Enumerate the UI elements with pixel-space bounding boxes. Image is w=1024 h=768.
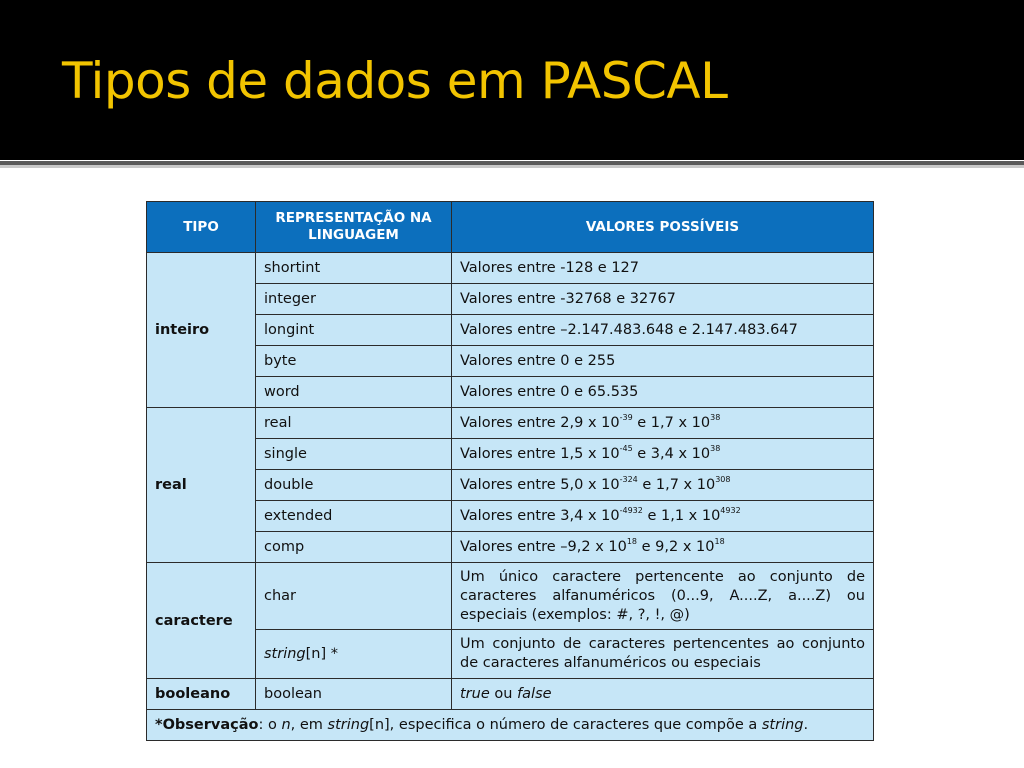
val-text: e 1,7 x 10 (637, 477, 716, 493)
observation-row (147, 710, 874, 741)
table-row (147, 284, 874, 315)
header-divider-light (0, 165, 1024, 168)
pascal-types-table (146, 201, 874, 741)
val-extended (452, 501, 874, 532)
group-caractere: caractere (147, 563, 256, 679)
table-header-row (147, 202, 874, 253)
val-boolean (452, 679, 874, 710)
rep-string-rest: [n] * (305, 646, 338, 662)
rep-string-italic: string (264, 646, 306, 662)
val-text: Valores entre 2,9 x 10 (460, 415, 620, 431)
val-exp: -4932 (619, 506, 643, 515)
val-ou: ou (489, 686, 518, 702)
table-row (147, 439, 874, 470)
obs-n: n (281, 717, 291, 733)
val-exp: 18 (714, 537, 725, 546)
val-exp: 38 (710, 444, 721, 453)
val-single (452, 439, 874, 470)
header-tipo: TIPO (147, 202, 256, 253)
obs-text: : o (258, 717, 282, 733)
val-text: e 1,7 x 10 (632, 415, 711, 431)
val-exp: 18 (626, 537, 638, 546)
observation-cell (147, 710, 874, 741)
table-row (147, 377, 874, 408)
table-row (147, 315, 874, 346)
rep-char: char (256, 563, 452, 630)
val-comp (452, 532, 874, 563)
obs-text: . (803, 717, 809, 733)
table-row (147, 470, 874, 501)
table-row (147, 253, 874, 284)
val-string: Um conjunto de caracteres pertencentes ao conjunto de caracteres alfanuméricos ou especiais (452, 630, 874, 679)
obs-text: , em (290, 717, 328, 733)
table-row (147, 532, 874, 563)
val-word: Valores entre 0 e 65.535 (452, 377, 874, 408)
rep-word: word (256, 377, 452, 408)
rep-longint: longint (256, 315, 452, 346)
group-inteiro: inteiro (147, 253, 256, 408)
val-shortint: Valores entre -128 e 127 (452, 253, 874, 284)
table-row (147, 501, 874, 532)
val-exp: -324 (619, 475, 638, 484)
val-text: Valores entre 5,0 x 10 (460, 477, 620, 493)
rep-byte: byte (256, 346, 452, 377)
obs-string: string (761, 717, 804, 733)
rep-double: double (256, 470, 452, 501)
val-exp: -45 (619, 444, 633, 453)
rep-comp: comp (256, 532, 452, 563)
table-row (147, 563, 874, 630)
table-row (147, 346, 874, 377)
val-real (452, 408, 874, 439)
val-char: Um único caractere pertencente ao conjunto de caracteres alfanuméricos (0...9, A....Z, a....Z) ou especiais (exemplos: #, ?, !, @) (452, 563, 874, 630)
val-exp: 4932 (720, 506, 741, 515)
obs-string: string (327, 717, 370, 733)
val-integer: Valores entre -32768 e 32767 (452, 284, 874, 315)
table-row (147, 408, 874, 439)
val-longint: Valores entre –2.147.483.648 e 2.147.483.647 (452, 315, 874, 346)
rep-string (256, 630, 452, 679)
header-representacao: REPRESENTAÇÃO NA LINGUAGEM (256, 202, 452, 253)
val-false: false (517, 686, 552, 702)
rep-integer: integer (256, 284, 452, 315)
val-text: Valores entre 1,5 x 10 (460, 446, 620, 462)
val-exp: 38 (710, 413, 721, 422)
slide-header (0, 0, 1024, 160)
observation-label: *Observação (155, 717, 259, 733)
val-text: e 3,4 x 10 (632, 446, 711, 462)
group-booleano: booleano (147, 679, 256, 710)
val-byte: Valores entre 0 e 255 (452, 346, 874, 377)
header-valores: VALORES POSSÍVEIS (452, 202, 874, 253)
table-row (147, 630, 874, 679)
val-text: Valores entre 3,4 x 10 (460, 508, 620, 524)
val-exp: -39 (619, 413, 633, 422)
rep-boolean: boolean (256, 679, 452, 710)
val-text: e 1,1 x 10 (642, 508, 721, 524)
rep-real: real (256, 408, 452, 439)
val-double (452, 470, 874, 501)
rep-extended: extended (256, 501, 452, 532)
val-true: true (460, 686, 490, 702)
slide-title: Tipos de dados em PASCAL (62, 52, 728, 110)
group-real: real (147, 408, 256, 563)
obs-text: [n], especifica o número de caracteres que compõe a (369, 717, 762, 733)
rep-single: single (256, 439, 452, 470)
rep-shortint: shortint (256, 253, 452, 284)
val-text: e 9,2 x 10 (637, 539, 715, 555)
val-text: Valores entre –9,2 x 10 (460, 539, 627, 555)
val-exp: 308 (715, 475, 731, 484)
table-row (147, 679, 874, 710)
